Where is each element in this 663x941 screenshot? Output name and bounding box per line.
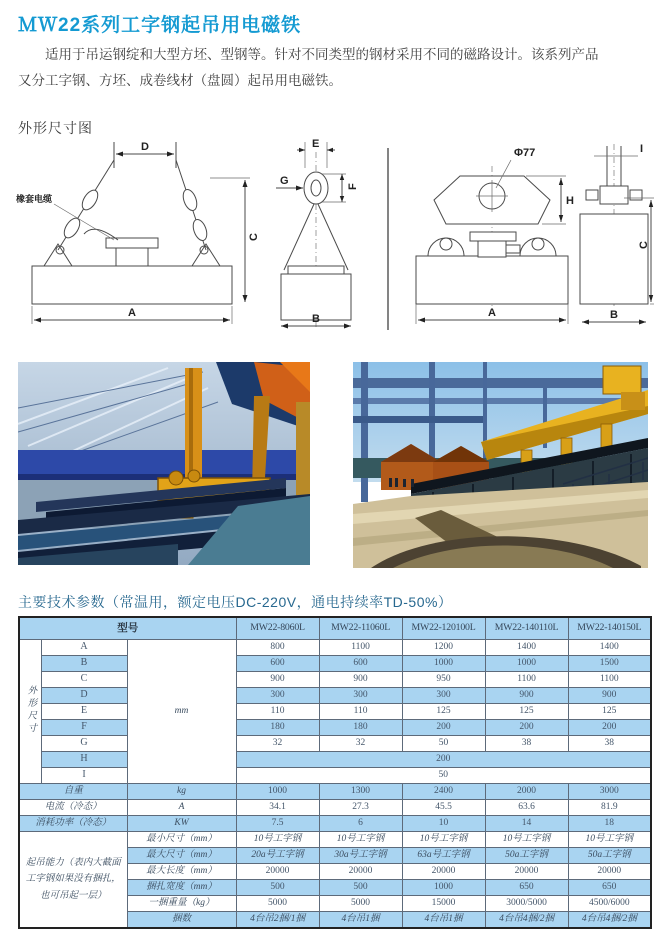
value-cell: 3000 — [568, 784, 651, 800]
value-cell: 30a号工字钢 — [319, 848, 402, 864]
value-cell: 5000 — [319, 896, 402, 912]
value-cell: 4台吊1捆 — [402, 912, 485, 929]
dim-label-g: G — [280, 175, 289, 187]
model-name: MW22-140110L — [485, 617, 568, 640]
dim-label-h: H — [566, 195, 574, 207]
row-label: G — [41, 736, 127, 752]
param-row-power — [19, 816, 651, 832]
value-cell: 180 — [319, 720, 402, 736]
model-name: MW22-140150L — [568, 617, 651, 640]
merged-value-cell: 200 — [236, 752, 651, 768]
dimension-diagram-heading: 外形尺寸图 — [18, 120, 93, 136]
row-label: C — [41, 672, 127, 688]
spec-table — [18, 616, 652, 929]
value-cell: 81.9 — [568, 800, 651, 816]
value-cell: 6 — [319, 816, 402, 832]
dim-row-B — [19, 656, 651, 672]
value-cell: 32 — [319, 736, 402, 752]
dim-label-f: F — [347, 183, 359, 190]
value-cell: 200 — [568, 720, 651, 736]
value-cell: 3000/5000 — [485, 896, 568, 912]
value-cell: 50a工字钢 — [485, 848, 568, 864]
value-cell: 300 — [319, 688, 402, 704]
value-cell: 4台吊2捆/1捆 — [236, 912, 319, 929]
unit-cell: KW — [127, 816, 236, 832]
row-label: 最大尺寸（mm） — [127, 848, 236, 864]
value-cell: 45.5 — [402, 800, 485, 816]
dim-row-A — [19, 640, 651, 656]
model-name: MW22-8060L — [236, 617, 319, 640]
dim-label-b2: B — [610, 309, 618, 321]
dim-row-C — [19, 672, 651, 688]
value-cell: 600 — [236, 656, 319, 672]
dimension-diagram — [14, 138, 654, 338]
row-label: 捆数 — [127, 912, 236, 929]
value-cell: 500 — [236, 880, 319, 896]
hole-diameter-label: Φ77 — [514, 147, 536, 159]
value-cell: 38 — [568, 736, 651, 752]
value-cell: 2400 — [402, 784, 485, 800]
value-cell: 125 — [485, 704, 568, 720]
model-header: 型号 — [19, 617, 236, 640]
value-cell: 500 — [319, 880, 402, 896]
param-row-weight — [19, 784, 651, 800]
dim-unit-cell: mm — [127, 640, 236, 784]
dim-label-d: D — [141, 141, 149, 153]
value-cell: 180 — [236, 720, 319, 736]
value-cell: 900 — [319, 672, 402, 688]
value-cell: 110 — [236, 704, 319, 720]
value-cell: 1000 — [402, 880, 485, 896]
dim-group-cell — [19, 640, 41, 784]
value-cell: 900 — [485, 688, 568, 704]
value-cell: 34.1 — [236, 800, 319, 816]
model-name: MW22-11060L — [319, 617, 402, 640]
row-label: F — [41, 720, 127, 736]
dim-label-a1: A — [128, 307, 136, 319]
value-cell: 10 — [402, 816, 485, 832]
value-cell: 2000 — [485, 784, 568, 800]
value-cell: 10号工字钢 — [236, 832, 319, 848]
value-cell: 20000 — [236, 864, 319, 880]
dim-label-i: I — [640, 143, 644, 155]
value-cell: 4台吊4捆/2捆 — [568, 912, 651, 929]
row-label: 一捆重量（kg） — [127, 896, 236, 912]
value-cell: 38 — [485, 736, 568, 752]
value-cell: 20a号工字钢 — [236, 848, 319, 864]
value-cell: 15000 — [402, 896, 485, 912]
value-cell: 20000 — [568, 864, 651, 880]
row-label: 消耗功率（冷态） — [19, 816, 127, 832]
dim-row-I — [19, 768, 651, 784]
value-cell: 4台吊4捆/2捆 — [485, 912, 568, 929]
intro-line-2: 又分工字钢、方坯、成卷线材（盘圆）起吊用电磁铁。 — [18, 73, 342, 88]
side-view-with-shackle — [276, 138, 359, 329]
value-cell: 1400 — [568, 640, 651, 656]
value-cell: 4500/6000 — [568, 896, 651, 912]
dim-row-D — [19, 688, 651, 704]
value-cell: 650 — [485, 880, 568, 896]
value-cell: 800 — [236, 640, 319, 656]
row-label: E — [41, 704, 127, 720]
model-name: MW22-120100L — [402, 617, 485, 640]
value-cell: 18 — [568, 816, 651, 832]
value-cell: 63.6 — [485, 800, 568, 816]
row-label: 最小尺寸（mm） — [127, 832, 236, 848]
value-cell: 125 — [402, 704, 485, 720]
merged-value-cell: 50 — [236, 768, 651, 784]
value-cell: 900 — [568, 688, 651, 704]
row-label: D — [41, 688, 127, 704]
value-cell: 1100 — [319, 640, 402, 656]
value-cell: 20000 — [402, 864, 485, 880]
spec-table-heading: 主要技术参数（常温用，额定电压DC-220V，通电持续率TD-50%） — [18, 594, 453, 610]
dim-label-c1: C — [248, 233, 260, 241]
value-cell: 20000 — [485, 864, 568, 880]
value-cell: 7.5 — [236, 816, 319, 832]
intro-line-1: 适用于吊运钢绽和大型方坯、型钢等。针对不同类型的钢材采用不同的磁路设计。该系列产品 — [45, 47, 599, 62]
row-label: I — [41, 768, 127, 784]
value-cell: 10号工字钢 — [568, 832, 651, 848]
value-cell: 10号工字钢 — [402, 832, 485, 848]
dim-label-a2: A — [488, 307, 496, 319]
value-cell: 63a号工字钢 — [402, 848, 485, 864]
value-cell: 20000 — [319, 864, 402, 880]
value-cell: 1400 — [485, 640, 568, 656]
value-cell: 110 — [319, 704, 402, 720]
value-cell: 950 — [402, 672, 485, 688]
value-cell: 1500 — [568, 656, 651, 672]
value-cell: 10号工字钢 — [485, 832, 568, 848]
dim-label-b1: B — [312, 313, 320, 325]
value-cell: 1100 — [485, 672, 568, 688]
cable-label: 橡套电缆 — [16, 194, 53, 204]
row-label: A — [41, 640, 127, 656]
photo-workshop-indoor — [18, 362, 310, 565]
value-cell: 125 — [568, 704, 651, 720]
value-cell: 50a工字钢 — [568, 848, 651, 864]
dim-row-H — [19, 752, 651, 768]
row-label: 捆扎宽度（mm） — [127, 880, 236, 896]
value-cell: 1100 — [568, 672, 651, 688]
value-cell: 200 — [402, 720, 485, 736]
capacity-row-min-size — [19, 832, 651, 848]
dimension-diagram-svg — [14, 138, 654, 338]
table-header-row — [19, 617, 651, 640]
value-cell: 1000 — [485, 656, 568, 672]
row-label: B — [41, 656, 127, 672]
dim-group-label: 外形尺寸 — [25, 684, 36, 735]
value-cell: 14 — [485, 816, 568, 832]
value-cell: 1200 — [402, 640, 485, 656]
value-cell: 50 — [402, 736, 485, 752]
value-cell: 5000 — [236, 896, 319, 912]
unit-cell: A — [127, 800, 236, 816]
value-cell: 1000 — [236, 784, 319, 800]
value-cell: 900 — [236, 672, 319, 688]
intro-paragraph — [18, 42, 650, 94]
dim-label-c2: C — [638, 241, 650, 249]
capacity-group-label: 起吊能力（表内大截面工字钢如果没有捆扎，也可吊起一层） — [19, 832, 127, 929]
value-cell: 300 — [236, 688, 319, 704]
value-cell: 10号工字钢 — [319, 832, 402, 848]
photo-stockyard-outdoor — [353, 362, 648, 568]
value-cell: 200 — [485, 720, 568, 736]
page-title: ＭＷ22系列工字钢起吊用电磁铁 — [18, 15, 302, 36]
row-label: H — [41, 752, 127, 768]
row-label: 自重 — [19, 784, 127, 800]
value-cell: 4台吊1捆 — [319, 912, 402, 929]
value-cell: 32 — [236, 736, 319, 752]
row-label: 电流（冷态） — [19, 800, 127, 816]
dim-row-E — [19, 704, 651, 720]
dim-label-e: E — [312, 138, 320, 150]
row-label: 最大长度（mm） — [127, 864, 236, 880]
value-cell: 650 — [568, 880, 651, 896]
side-view-clevis — [580, 143, 654, 325]
dim-row-G — [19, 736, 651, 752]
front-view-with-chains — [16, 141, 260, 324]
value-cell: 300 — [402, 688, 485, 704]
dim-row-F — [19, 720, 651, 736]
value-cell: 27.3 — [319, 800, 402, 816]
front-view-plate-hanger — [416, 147, 574, 324]
value-cell: 1000 — [402, 656, 485, 672]
param-row-current — [19, 800, 651, 816]
unit-cell: kg — [127, 784, 236, 800]
value-cell: 1300 — [319, 784, 402, 800]
value-cell: 600 — [319, 656, 402, 672]
